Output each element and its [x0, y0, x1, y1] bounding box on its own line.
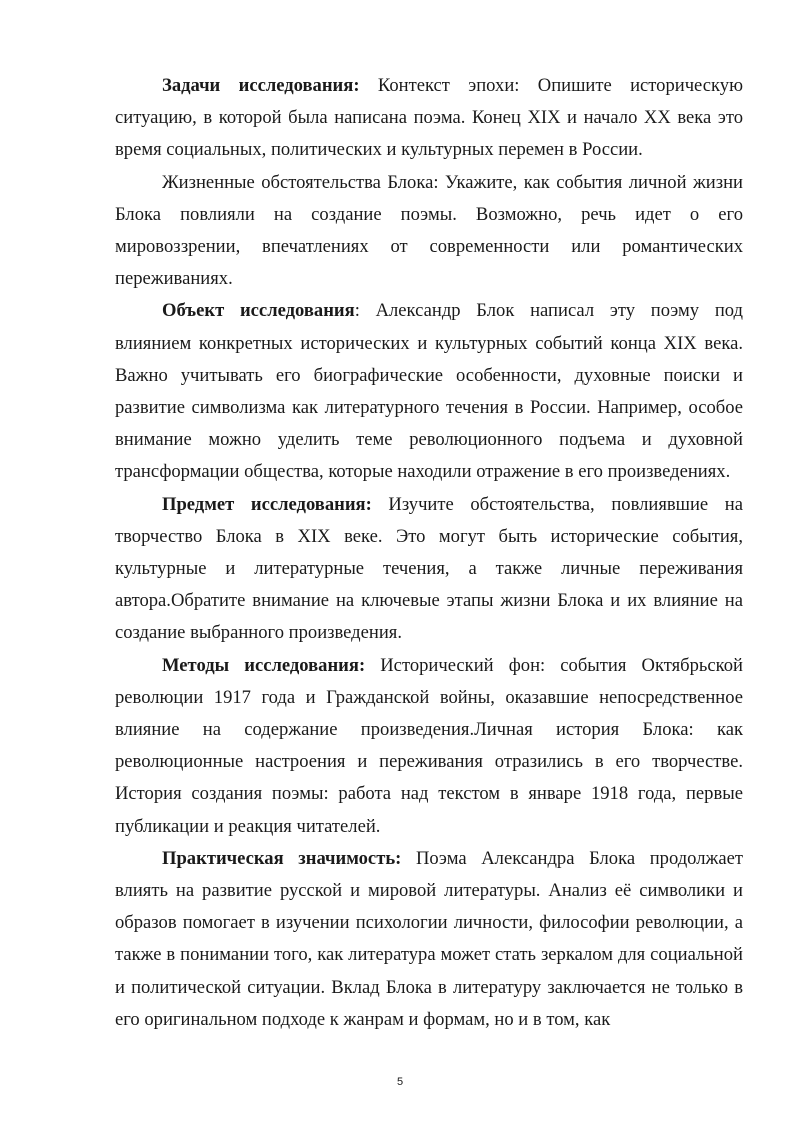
- paragraph-life-circumstances: [115, 167, 743, 296]
- page-number: 5: [396, 1076, 404, 1088]
- heading-research-object: Объект исследования: [162, 300, 355, 322]
- paragraph-research-tasks: [115, 70, 743, 167]
- paragraph-research-subject: [115, 489, 743, 650]
- paragraph-research-methods: [115, 650, 743, 843]
- page-body: [115, 70, 743, 1036]
- paragraph-text: Поэма Александра Блока продолжает влиять на развитие русской и мировой литературы. Анализ её символики и образов помогает в изучении психологии личности, философии революции, а также в понимании того, как литература может стать зеркалом для социальной и политической ситуации. Вклад Блока в литературу заключается не только в его оригинальном подходе к жанрам и формам, но и в том, как: [115, 847, 743, 1030]
- paragraph-research-object: [115, 295, 743, 488]
- paragraph-text: Жизненные обстоятельства Блока: Укажите, как события личной жизни Блока повлияли на создание поэмы. Возможно, речь идет о его мировоззрении, впечатлениях от современности или романтических переживаниях.: [115, 171, 743, 290]
- paragraph-text: Изучите обстоятельства, повлиявшие на творчество Блока в XIX веке. Это могут быть исторические события, культурные и литературные течения, а также личные переживания автора.Обратите внимание на ключевые этапы жизни Блока и их влияние на создание выбранного произведения.: [115, 493, 743, 644]
- paragraph-practical-significance: [115, 843, 743, 1036]
- heading-research-methods: Методы исследования:: [162, 654, 366, 676]
- paragraph-text: : Александр Блок написал эту поэму под влиянием конкретных исторических и культурных событий конца XIX века. Важно учитывать его биографические особенности, духовные поиски и развитие символизма как литературного течения в России. Например, особое внимание можно уделить теме революционного подъема и духовной трансформации общества, которые находили отражение в его произведениях.: [115, 300, 743, 483]
- heading-research-subject: Предмет исследования:: [162, 493, 372, 515]
- heading-research-tasks: Задачи исследования:: [162, 75, 360, 96]
- heading-practical-significance: Практическая значимость:: [162, 847, 402, 869]
- paragraph-text: Контекст эпохи: Опишите историческую ситуацию, в которой была написана поэма. Конец XIX и начало XX века это время социальных, политических и культурных перемен в России.: [115, 75, 743, 161]
- paragraph-text: Исторический фон: события Октябрьской революции 1917 года и Гражданской войны, оказавшие непосредственное влияние на содержание произведения.Личная история Блока: как революционные настроения и переживания отразились в его творчестве. История создания поэмы: работа над текстом в январе 1918 года, первые публикации и реакция читателей.: [115, 654, 743, 837]
